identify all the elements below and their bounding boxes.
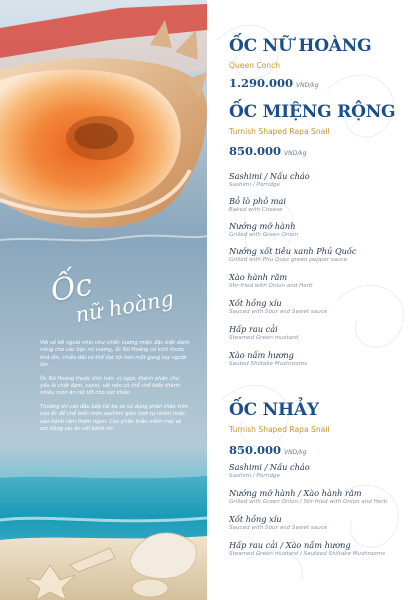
list-item: Nướng mỡ hành / Xào hành răm Grilled with Green Onion / Stir-fried with Onion and Herb: [229, 488, 388, 505]
description-paragraph: Với vẻ bề ngoài nhìn như chiếc vương miện đặc biệt dành riêng cho các bậc nữ vương, ốc Nữ Hoàng có kích thước khá lớn, chiều dài có thể đạt tới hơn một gang tay người lớn.: [40, 340, 190, 369]
menu-panel: [207, 0, 417, 600]
list-item: Xào hành răm Stir-fried with Onion and Herb: [229, 272, 313, 289]
dish-subtitle: Queen Conch: [229, 61, 281, 70]
price-unit: VND/kg: [284, 150, 307, 157]
description: [40, 340, 190, 439]
list-item: Bỏ lò phô mai Baked with Cheese: [229, 196, 287, 213]
dish-title: ỐC NHẢY: [229, 400, 319, 420]
dish-price: [229, 144, 307, 158]
list-item: Xốt hồng xíu Sauced with Sour and Sweet sauce: [229, 514, 328, 531]
list-item: Sashimi / Nấu cháo Sashimi / Porridge: [229, 462, 310, 479]
list-item: Xào nấm hương Sauted Shiitake Mushrooms: [229, 350, 308, 367]
list-item: Nướng mỡ hành Grilled with Green Onion: [229, 221, 299, 238]
photo-panel: [0, 0, 207, 600]
dish-subtitle: Turnish Shaped Rapa Snail: [229, 425, 330, 434]
dish-title: ỐC NỮ HOÀNG: [229, 36, 372, 56]
price-unit: VND/kg: [296, 82, 319, 89]
script-title-line2: nữ hoàng: [73, 286, 176, 328]
list-item: Xốt hồng xíu Sauced with Sour and Sweet sauce: [229, 298, 328, 315]
list-item: Nướng xốt tiêu xanh Phú Quốc Grilled with Phu Quoc green pepper sauce: [229, 246, 357, 263]
price-value: 850.000: [229, 443, 282, 457]
dish-title: ỐC MIỆNG RỘNG: [229, 102, 396, 122]
dish-price: [229, 443, 307, 457]
dish-price: [229, 76, 319, 90]
price-value: 1.290.000: [229, 76, 294, 90]
price-unit: VND/kg: [284, 449, 307, 456]
description-paragraph: Thường thì các đầu bếp tài ba sẽ sử dụng phần thân trên của ốc để chế biến món sashimi giòn tươi tự nhiên hoặc xào hành răm thơm ngon. Còn phần thân mềm mại sẽ om hồng xíu ăn với bánh mì.: [40, 403, 189, 433]
description-paragraph: Ốc Nữ Hoàng thuộc tính hàn, vị ngọt, thành phần chủ yếu là chất đạm, canxi, sắt nên có thể chế biến thành nhiều món ăn rất tốt cho sức khỏe.: [40, 375, 181, 397]
dish-subtitle: Turnish Shaped Rapa Snail: [229, 127, 330, 136]
list-item: Hấp rau cải Steamed Green mustard: [229, 324, 299, 341]
script-title-line1: Ốc: [48, 267, 95, 310]
price-value: 850.000: [229, 144, 282, 158]
list-item: Hấp rau cải / Xào nấm hương Steamed Green mustard / Sauteed Shiitake Mushrooms: [229, 540, 386, 557]
list-item: Sashimi / Nấu cháo Sashimi / Porridge: [229, 171, 310, 188]
